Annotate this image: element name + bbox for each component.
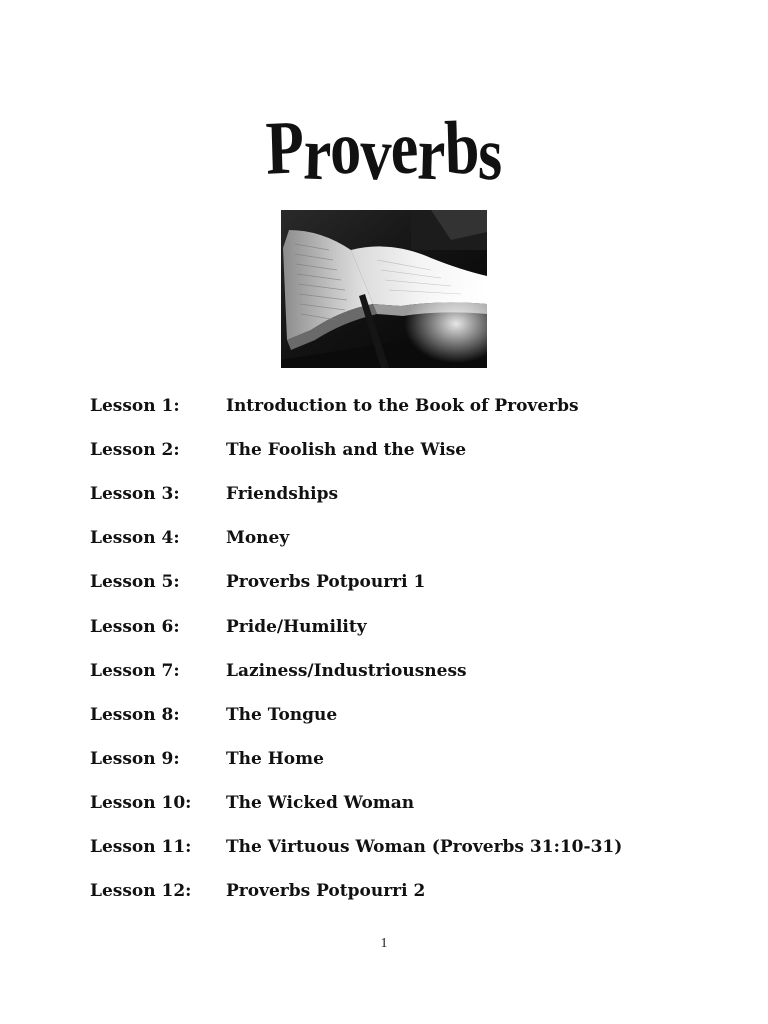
list-item [90, 560, 710, 604]
lesson-label: Lesson 11: [90, 836, 192, 857]
list-item [90, 781, 710, 825]
lesson-title: The Tongue [226, 704, 338, 725]
lesson-label: Lesson 2: [90, 440, 180, 461]
lesson-label: Lesson 1: [90, 396, 180, 417]
open-bible-photo [281, 210, 487, 368]
page-number: 1 [380, 936, 388, 951]
list-item [90, 516, 710, 560]
lesson-label: Lesson 6: [90, 616, 180, 637]
lesson-title: The Wicked Woman [226, 792, 415, 813]
lesson-title: Friendships [226, 484, 339, 505]
lesson-label: Lesson 4: [90, 528, 180, 549]
lesson-title: Proverbs Potpourri 2 [226, 881, 426, 902]
list-item [90, 384, 710, 428]
lesson-label: Lesson 8: [90, 704, 180, 725]
lesson-title: Introduction to the Book of Proverbs [226, 396, 579, 417]
title-letter: v [359, 111, 393, 197]
list-item [90, 428, 710, 472]
list-item [90, 869, 710, 913]
lesson-title: Proverbs Potpourri 1 [226, 572, 426, 593]
title-letter: r [302, 111, 332, 197]
list-item [90, 604, 710, 648]
list-item [90, 472, 710, 516]
lesson-label: Lesson 7: [90, 660, 180, 681]
title-letter: s [477, 111, 504, 197]
title-letter: b [443, 105, 480, 191]
page-title [69, 106, 699, 196]
lesson-title: Pride/Humility [226, 616, 367, 637]
lesson-title: Laziness/Industriousness [226, 660, 467, 681]
lesson-label: Lesson 12: [90, 881, 192, 902]
title-letter: P [264, 105, 305, 191]
lesson-label: Lesson 3: [90, 484, 180, 505]
list-item [90, 737, 710, 781]
list-item [90, 825, 710, 869]
lesson-label: Lesson 9: [90, 748, 180, 769]
lesson-label: Lesson 5: [90, 572, 180, 593]
lesson-list [90, 384, 710, 913]
list-item [90, 649, 710, 693]
lesson-title: The Foolish and the Wise [226, 440, 467, 461]
list-item [90, 693, 710, 737]
title-letter: o [329, 105, 362, 191]
lesson-title: The Virtuous Woman (Proverbs 31:10-31) [226, 836, 623, 857]
lesson-title: Money [226, 528, 290, 549]
title-letter: e [389, 105, 419, 191]
lesson-label: Lesson 10: [90, 792, 192, 813]
lesson-title: The Home [226, 748, 324, 769]
title-letter: r [416, 111, 446, 197]
